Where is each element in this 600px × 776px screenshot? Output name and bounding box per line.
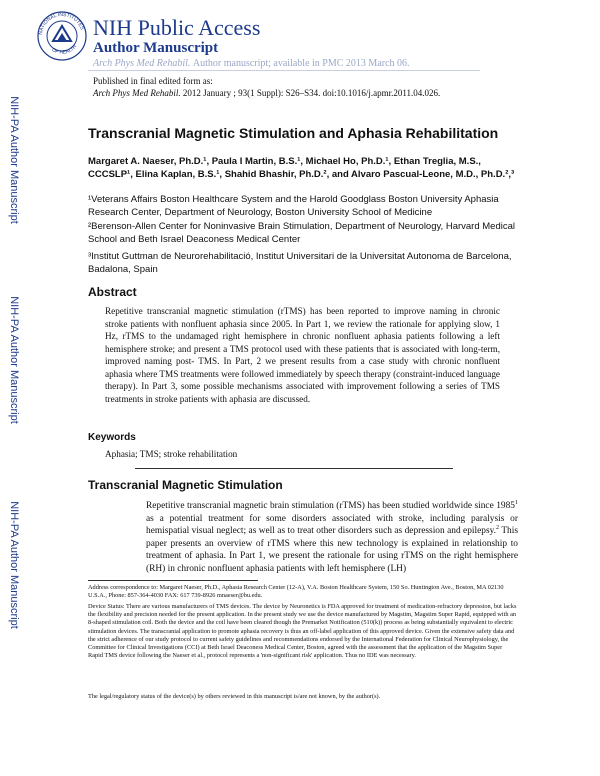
section-heading: Transcranial Magnetic Stimulation	[88, 478, 283, 492]
author-manuscript-label: Author Manuscript	[93, 40, 219, 56]
affiliation-1: ¹Veterans Affairs Boston Healthcare System and the Harold Goodglass Boston University Aphasia Research Center, Department of Neurology, Boston University School of Medicine	[88, 194, 499, 218]
nih-public-access-title: NIH Public Access	[93, 15, 261, 40]
reference-2[interactable]: 2	[496, 524, 500, 531]
abstract-text: Repetitive transcranial magnetic stimulation (rTMS) has been reported to improve naming in chronic stroke patients with nonfluent aphasia since 2005. In Part 1, we review the rationale for applying slow, 1 Hz, rTMS to the undamaged right hemisphere in chronic nonfluent aphasia patients following a left hemisphere stroke; and present a TMS protocol used with these patients that is associated with long-term, improved naming post- TMS. In Part, 2 we present results from a case study with chronic nonfluent aphasia where TMS treatments were followed immediately by speech therapy (constraint-induced language therapy). In Part 3, some possible mechanisms associated with improvement following a series of TMS treatments in stroke patients with aphasia are discussed.	[105, 306, 501, 404]
footnote-legal-status: The legal/regulatory status of the device(s) by others reviewed in this manuscript is/are not known, by the author(s).	[88, 693, 381, 700]
header-journal: Arch Phys Med Rehabil.	[93, 58, 191, 69]
section-paragraph: Repetitive transcranial magnetic brain stimulation (rTMS) has been studied worldwide since 1985$^1$ as a potential treatment for some disorders associated with stroke, including paralysis or hemispatial visual neglect; as well as to treat other disorders such as depression and epilepsy.$^2$ This paper presents an overview of rTMS where this new technology is explained in relationship to treatment of aphasia. In Part 1, we present the rationale for using rTMS on the right hemisphere (RH) in chronic nonfluent aphasia patients with left hemisphere (LH)	[146, 499, 518, 574]
keywords-list: Aphasia; TMS; stroke rehabilitation	[105, 449, 238, 459]
author-list: Margaret A. Naeser, Ph.D.¹, Paula I Martin, B.S.¹, Michael Ho, Ph.D.¹, Ethan Treglia, M.S., CCCSLP¹, Elina Kaplan, B.S.¹, Shahid Bhashir, Ph.D.², and Alvaro Pascual-Leone, M.D., Ph.D.²,³	[88, 156, 515, 180]
keywords-divider	[135, 468, 453, 469]
citation-journal: Arch Phys Med Rehabil.	[93, 88, 181, 98]
sidebar-stamp-2: NIH-PA Author Manuscript	[8, 296, 20, 424]
citation-details: 2012 January ; 93(1 Suppl): S26–S34. doi:10.1016/j.apmr.2011.04.026.	[182, 88, 441, 98]
abstract-heading: Abstract	[88, 285, 137, 299]
nih-seal-logo	[36, 10, 88, 62]
sidebar-stamp-3: NIH-PA Author Manuscript	[8, 501, 20, 629]
affiliation-2: ²Berenson-Allen Center for Noninvasive Brain Stimulation, Department of Neurology, Harvard Medical School and Beth Israel Deaconess Medical Center	[88, 221, 515, 245]
footnote-device-status: Device Status: There are various manufacturers of TMS devices. The device by Neuronetics is FDA approved for treatment of medication-refractory depression, but lacks the flexibility and precision needed for the present application. In the present study we use the device manufactured by Magstim, Magstim Super Rapid, equipped with an 8-shaped stimulation coil. Both the device and the coil have been cleared though the Premarket Notification (510(k)) process as being substantially equivalent to electric stimulation devices. The transcranial application to promote aphasia recovery is thus an off-label application of this approved device. Given the extensive safety data and the strict adherence of our study protocol to current safety guidelines and recommendations endorsed by the International Federation for Clinical Neurophysiology, the Committee for Clinical Investigations (CCI) at Beth Israel Deaconess Medical Center, Boston, agreed with the assessment that the application of the Magstim Super Rapid TMS device following the Naeser et al., protocol represents a 'non-significant risk' application. Thus no IDE was necessary.	[88, 603, 517, 660]
citation-line	[93, 88, 440, 98]
availability-note	[93, 58, 410, 69]
svg-text:OF HEALTH: OF HEALTH	[50, 43, 79, 56]
article-title: Transcranial Magnetic Stimulation and Aphasia Rehabilitation	[88, 125, 499, 141]
keywords-heading: Keywords	[88, 432, 136, 443]
footnote-divider	[88, 580, 258, 581]
svg-text:NATIONAL INSTITUTES: NATIONAL INSTITUTES	[37, 11, 85, 36]
sidebar-stamp-1: NIH-PA Author Manuscript	[8, 96, 20, 224]
header-availability: Author manuscript; available in PMC 2013 March 06.	[192, 58, 410, 69]
affiliation-3: ³Institut Guttman de Neurorehabilitació, Institut Universitari de la Universitat Autonoma de Barcelona, Badalona, Spain	[88, 251, 512, 275]
reference-1[interactable]: 1	[514, 499, 518, 506]
footnote-correspondence: Address correspondence to: Margaret Naeser, Ph.D., Aphasia Research Center (12-A), V.A. Boston Healthcare System, 150 So. Huntington Ave., Boston, MA 02130 U.S.A., Phone: 857-364-4030 FAX: 617 739-8926 mnaeser@bu.edu.	[88, 584, 504, 600]
header-divider	[88, 70, 480, 71]
published-in-label: Published in final edited form as:	[93, 76, 213, 86]
